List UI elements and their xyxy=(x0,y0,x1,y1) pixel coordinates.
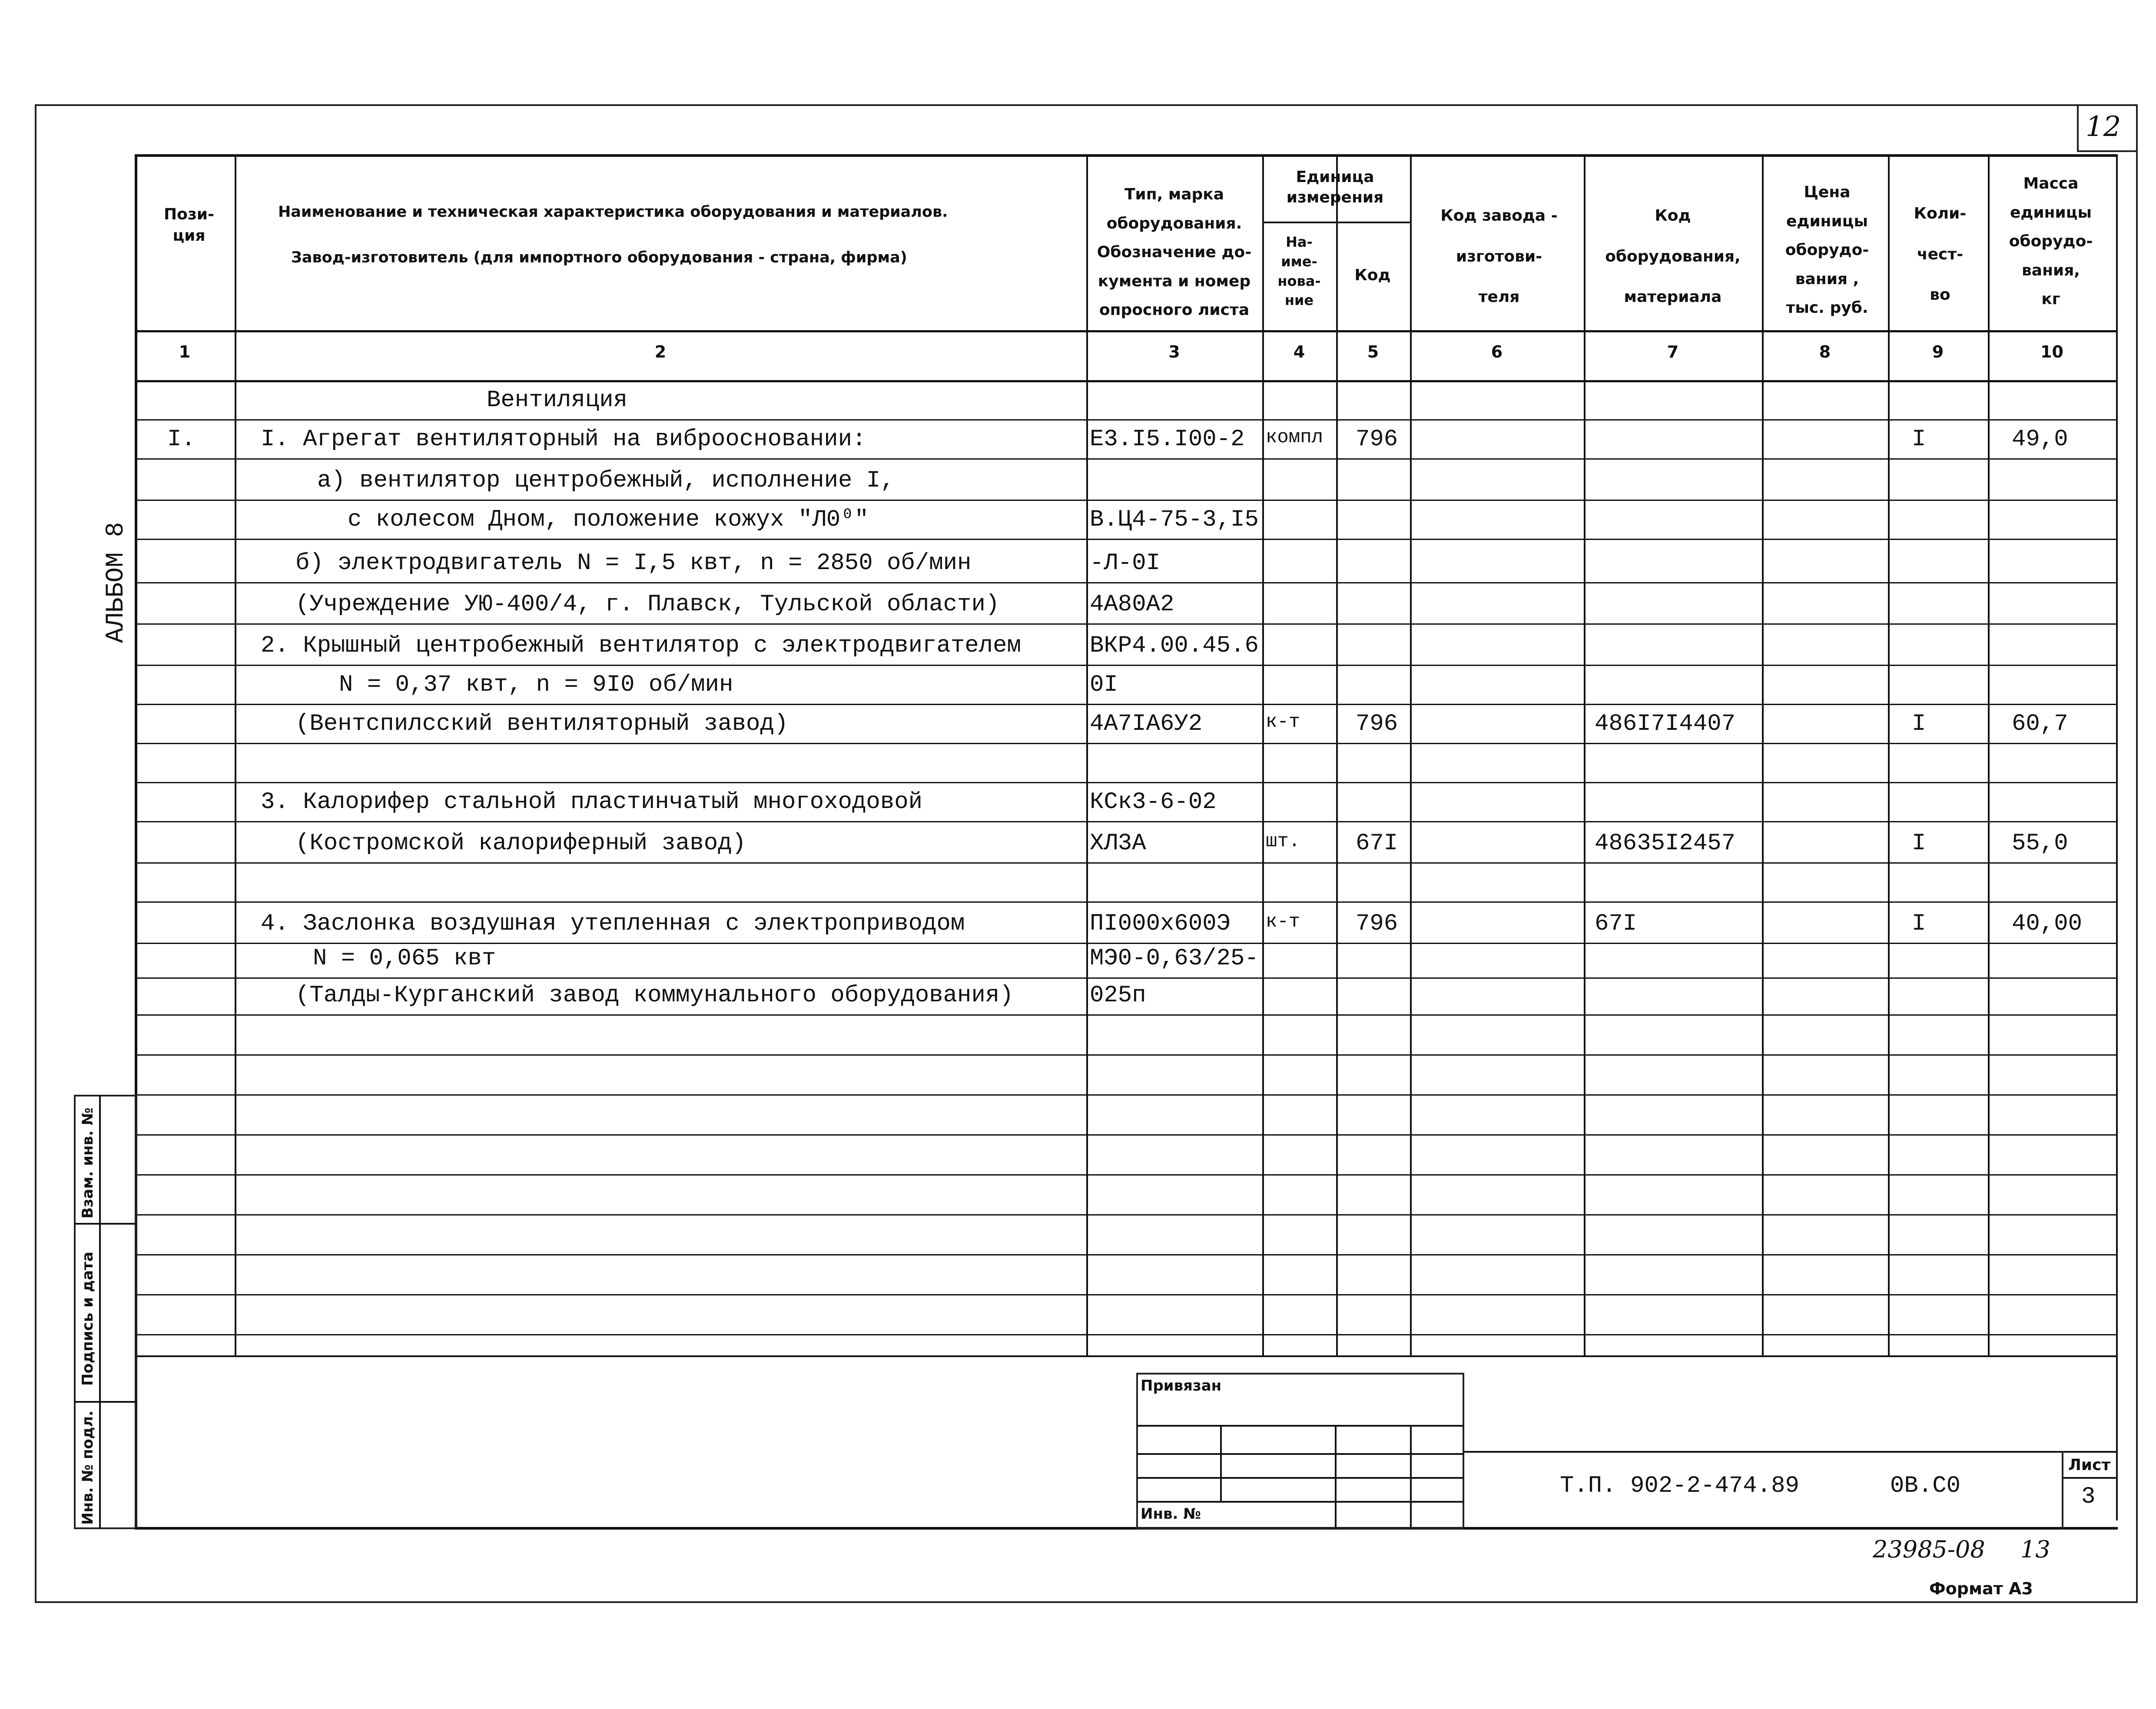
row-14-equip: 67I xyxy=(1595,911,1637,937)
row-9-code: 796 xyxy=(1356,711,1398,737)
unit-group-separator xyxy=(1262,222,1410,223)
row-9-type: 4А7IА6У2 xyxy=(1090,711,1203,737)
corner-sheet-number: 12 xyxy=(2086,111,2121,143)
row-9-equip: 486I7I4407 xyxy=(1595,711,1736,737)
row-14-mass: 40,00 xyxy=(2012,911,2083,937)
archive-page: 13 xyxy=(2020,1536,2050,1563)
sheet-number: 3 xyxy=(2081,1484,2096,1510)
row-12-name: (Костромской калориферный завод) xyxy=(295,830,746,857)
row-line xyxy=(135,943,2116,944)
document-code: Т.П. 902-2-474.89 xyxy=(1560,1473,1799,1499)
header-unit-group: Единица измерения xyxy=(1286,168,1384,206)
row-2-code: 796 xyxy=(1356,426,1398,453)
row-line xyxy=(135,419,2116,421)
row-11-name: 3. Калорифер стальной пластинчатый многоходовой xyxy=(261,789,923,815)
table-bottom-border xyxy=(135,1527,2118,1530)
row-line xyxy=(135,821,2116,822)
row-14-code: 796 xyxy=(1356,911,1398,937)
row-6-type: 4А80А2 xyxy=(1090,591,1174,618)
row-9-unit: к-т xyxy=(1266,711,1300,733)
row-9-mass: 60,7 xyxy=(2012,711,2068,737)
header-type: Тип, марка оборудования. Обозначение до- кумента и номер опросного листа xyxy=(1097,185,1252,319)
row-line xyxy=(135,458,2116,460)
row-line xyxy=(135,743,2116,744)
empty-row-line xyxy=(135,1214,2116,1216)
empty-row-line xyxy=(135,1334,2116,1335)
row-line xyxy=(135,977,2116,979)
column-number-9: 9 xyxy=(1932,342,1944,361)
row-line xyxy=(135,500,2116,501)
column-number-5: 5 xyxy=(1367,342,1379,361)
row-12-type: ХЛ3А xyxy=(1090,830,1146,857)
column-numbers-bottom-line xyxy=(135,380,2116,382)
table-right-border xyxy=(2116,154,2118,1520)
column-number-7: 7 xyxy=(1667,342,1679,361)
row-16-type: 025п xyxy=(1090,982,1146,1009)
column-number-6: 6 xyxy=(1491,342,1503,361)
empty-row-line xyxy=(135,1254,2116,1255)
album-label: АЛЬБОМ 8 xyxy=(102,522,130,643)
row-7-name: 2. Крышный центробежный вентилятор с электродвигателем xyxy=(261,633,1021,659)
row-line xyxy=(135,1014,2116,1016)
row-5-name: б) электродвигатель N = I,5 квт, n = 2850 об/мин xyxy=(295,550,972,576)
header-qty: Коли- чест- во xyxy=(1914,205,1967,304)
row-line xyxy=(135,582,2116,583)
format-label: Формат А3 xyxy=(1929,1579,2033,1598)
column-number-1: 1 xyxy=(179,342,191,361)
header-bottom-line xyxy=(135,330,2116,332)
row-line xyxy=(135,539,2116,540)
empty-row-line xyxy=(135,1094,2116,1096)
header-price: Цена единицы оборудо- вания , тыс. руб. xyxy=(1785,183,1869,317)
row-line xyxy=(135,704,2116,705)
row-14-qty: I xyxy=(1912,911,1926,937)
row-line xyxy=(135,665,2116,666)
header-factory-code: Код завода - изготови- теля xyxy=(1440,207,1558,306)
row-line xyxy=(135,782,2116,783)
column-number-10: 10 xyxy=(2040,342,2063,361)
header-unit-code: Код xyxy=(1354,266,1391,284)
row-14-name: 4. Заслонка воздушная утепленная с электроприводом xyxy=(261,911,965,937)
table-body-bottom xyxy=(135,1355,2116,1357)
inv-podl-label: Инв. № подл. xyxy=(79,1410,96,1525)
header-mass: Масса единицы оборудо- вания, кг xyxy=(2009,175,2093,308)
empty-row-line xyxy=(135,1174,2116,1176)
row-8-name: N = 0,37 квт, n = 9I0 об/мин xyxy=(339,672,733,698)
row-4-name: с колесом Дном, положение кожух "Л0⁰" xyxy=(348,507,869,533)
archive-number: 23985-08 xyxy=(1873,1536,1985,1563)
row-15-type: МЭ0-0,63/25- xyxy=(1090,945,1259,972)
row-12-code: 67I xyxy=(1356,830,1398,857)
column-number-8: 8 xyxy=(1819,342,1831,361)
row-5-type: -Л-0I xyxy=(1090,550,1161,576)
empty-row-line xyxy=(135,1134,2116,1136)
empty-row-line xyxy=(135,1054,2116,1056)
row-2-pos: I. xyxy=(167,426,196,453)
row-2-name: I. Агрегат вентиляторный на виброосновании: xyxy=(261,426,866,453)
row-6-name: (Учреждение УЮ-400/4, г. Плавск, Тульской области) xyxy=(295,591,1000,618)
signature-date-label: Подпись и дата xyxy=(79,1252,96,1386)
row-12-mass: 55,0 xyxy=(2012,830,2068,857)
row-15-name: N = 0,065 квт xyxy=(313,945,496,972)
column-number-4: 4 xyxy=(1293,342,1305,361)
row-8-type: 0I xyxy=(1090,672,1118,698)
header-position: Пози- ция xyxy=(164,205,214,245)
header-name-line2: Завод-изготовитель (для импортного оборудования - страна, фирма) xyxy=(291,249,907,266)
row-14-unit: к-т xyxy=(1266,911,1300,933)
row-line xyxy=(135,862,2116,864)
column-number-2: 2 xyxy=(654,342,667,361)
vzam-inv-label: Взам. инв. № xyxy=(79,1107,96,1219)
row-9-qty: I xyxy=(1912,711,1926,737)
row-14-type: ПI000х600Э xyxy=(1090,911,1231,937)
row-line xyxy=(135,901,2116,903)
row-2-unit: компл xyxy=(1266,427,1323,448)
row-2-type: Е3.I5.I00-2 xyxy=(1090,426,1245,453)
empty-row-line xyxy=(135,1294,2116,1295)
row-12-unit: шт. xyxy=(1266,831,1300,852)
sheet-label: Лист xyxy=(2068,1456,2111,1474)
header-name-line1: Наименование и техническая характеристика оборудования и материалов. xyxy=(278,203,948,221)
header-equip-code: Код оборудования, материала xyxy=(1605,207,1741,306)
row-11-type: КСк3-6-02 xyxy=(1090,789,1217,815)
row-line xyxy=(135,623,2116,625)
row-4-type: В.Ц4-75-3,I5 xyxy=(1090,507,1259,533)
row-16-name: (Талды-Курганский завод коммунального оборудования) xyxy=(295,982,1014,1009)
row-7-type: ВКР4.00.45.6 xyxy=(1090,633,1259,659)
header-unit-name: На- име- нова- ние xyxy=(1277,234,1321,309)
row-2-qty: I xyxy=(1912,426,1926,453)
row-1-name: Вентиляция xyxy=(487,387,628,414)
row-9-name: (Вентспилсский вентиляторный завод) xyxy=(295,711,789,737)
row-3-name: а) вентилятор центробежный, исполнение I, xyxy=(317,467,895,494)
table-top-border xyxy=(135,154,2116,157)
row-12-equip: 48635I2457 xyxy=(1595,830,1736,857)
row-2-mass: 49,0 xyxy=(2012,426,2068,453)
row-12-qty: I xyxy=(1912,830,1926,857)
privyazan-label: Привязан xyxy=(1141,1377,1222,1394)
document-section: 0В.С0 xyxy=(1890,1473,1961,1499)
inv-no-label: Инв. № xyxy=(1141,1505,1201,1523)
column-number-3: 3 xyxy=(1168,342,1180,361)
